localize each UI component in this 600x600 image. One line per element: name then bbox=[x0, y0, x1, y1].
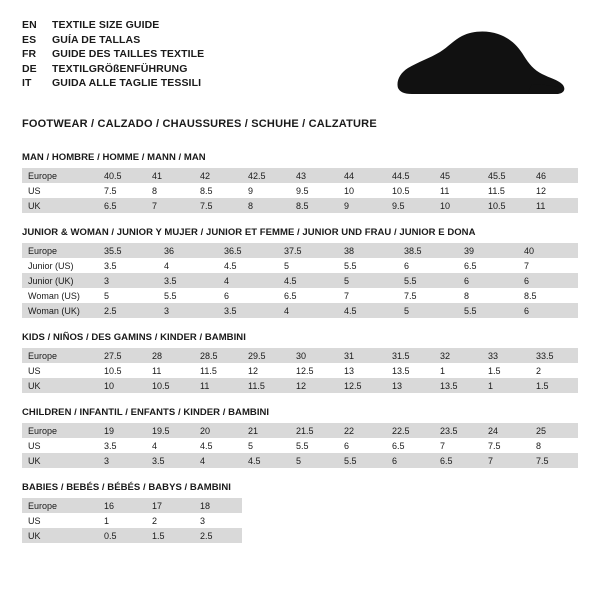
section-junior-woman bbox=[22, 227, 578, 318]
cell: 12 bbox=[530, 183, 578, 198]
cell: 13.5 bbox=[434, 378, 482, 393]
table-row bbox=[22, 243, 578, 258]
cell: 5 bbox=[278, 258, 338, 273]
size-table-man bbox=[22, 168, 578, 213]
cell: 25 bbox=[530, 423, 578, 438]
cell: 10.5 bbox=[146, 378, 194, 393]
cell: 9.5 bbox=[290, 183, 338, 198]
language-title: TEXTILE SIZE GUIDE bbox=[52, 19, 160, 31]
cell: 6 bbox=[218, 288, 278, 303]
cell: 9.5 bbox=[386, 198, 434, 213]
cell: 10 bbox=[434, 198, 482, 213]
cell: 33.5 bbox=[530, 348, 578, 363]
cell: 6.5 bbox=[458, 258, 518, 273]
language-code: EN bbox=[22, 19, 37, 31]
cell: 5.5 bbox=[338, 258, 398, 273]
cell: 3 bbox=[98, 273, 158, 288]
cell: 22 bbox=[338, 423, 386, 438]
cell: 8.5 bbox=[194, 183, 242, 198]
dress-shoe-icon bbox=[382, 26, 572, 104]
cell: 9 bbox=[338, 198, 386, 213]
table-row bbox=[22, 378, 578, 393]
cell: 7 bbox=[338, 288, 398, 303]
section-kids bbox=[22, 332, 578, 393]
row-label: UK bbox=[22, 453, 98, 468]
cell: 19 bbox=[98, 423, 146, 438]
cell: 6 bbox=[338, 438, 386, 453]
section-title: JUNIOR & WOMAN / JUNIOR Y MUJER / JUNIOR ET FEMME / JUNIOR UND FRAU / JUNIOR E DONA bbox=[22, 227, 476, 238]
cell: 13.5 bbox=[386, 363, 434, 378]
cell: 10.5 bbox=[98, 363, 146, 378]
cell: 5 bbox=[398, 303, 458, 318]
cell: 5.5 bbox=[458, 303, 518, 318]
row-label: US bbox=[22, 183, 98, 198]
row-label: Junior (UK) bbox=[22, 273, 98, 288]
language-code: DE bbox=[22, 62, 37, 75]
cell: 6 bbox=[398, 258, 458, 273]
cell: 6 bbox=[458, 273, 518, 288]
table-row bbox=[22, 453, 578, 468]
cell: 8 bbox=[458, 288, 518, 303]
cell: 10 bbox=[98, 378, 146, 393]
cell: 7 bbox=[482, 453, 530, 468]
cell: 1 bbox=[98, 513, 146, 528]
cell: 5.5 bbox=[398, 273, 458, 288]
cell: 13 bbox=[386, 378, 434, 393]
cell: 11.5 bbox=[482, 183, 530, 198]
language-title: GUIDE DES TAILLES TEXTILE bbox=[52, 48, 205, 61]
cell: 1.5 bbox=[482, 363, 530, 378]
language-code: IT bbox=[22, 77, 32, 90]
cell: 4.5 bbox=[338, 303, 398, 318]
cell: 5 bbox=[290, 453, 338, 468]
cell: 6.5 bbox=[434, 453, 482, 468]
cell: 23.5 bbox=[434, 423, 482, 438]
cell: 17 bbox=[146, 498, 194, 513]
cell: 8.5 bbox=[518, 288, 578, 303]
cell: 1.5 bbox=[530, 378, 578, 393]
cell: 3 bbox=[194, 513, 242, 528]
cell: 42 bbox=[194, 168, 242, 183]
cell: 24 bbox=[482, 423, 530, 438]
section-title: KIDS / NIÑOS / DES GAMINS / KINDER / BAMBINI bbox=[22, 332, 246, 343]
cell: 11 bbox=[194, 378, 242, 393]
cell: 38.5 bbox=[398, 243, 458, 258]
cell: 3.5 bbox=[98, 438, 146, 453]
cell: 40 bbox=[518, 243, 578, 258]
cell: 46 bbox=[530, 168, 578, 183]
cell: 1 bbox=[482, 378, 530, 393]
cell: 16 bbox=[98, 498, 146, 513]
cell: 7.5 bbox=[194, 198, 242, 213]
cell: 3 bbox=[98, 453, 146, 468]
cell: 30 bbox=[290, 348, 338, 363]
cell: 21 bbox=[242, 423, 290, 438]
table-row bbox=[22, 198, 578, 213]
cell: 4 bbox=[158, 258, 218, 273]
row-label: Woman (US) bbox=[22, 288, 98, 303]
cell: 38 bbox=[338, 243, 398, 258]
row-label: Europe bbox=[22, 168, 98, 183]
table-row bbox=[22, 363, 578, 378]
cell: 9 bbox=[242, 183, 290, 198]
cell: 4 bbox=[218, 273, 278, 288]
row-label: Europe bbox=[22, 498, 98, 513]
cell: 45.5 bbox=[482, 168, 530, 183]
cell: 8 bbox=[242, 198, 290, 213]
cell: 27.5 bbox=[98, 348, 146, 363]
row-label: UK bbox=[22, 378, 98, 393]
row-label: Woman (UK) bbox=[22, 303, 98, 318]
cell: 3.5 bbox=[218, 303, 278, 318]
cell: 5.5 bbox=[158, 288, 218, 303]
cell: 6 bbox=[518, 273, 578, 288]
cell: 7.5 bbox=[530, 453, 578, 468]
language-title: GUÍA DE TALLAS bbox=[52, 33, 141, 46]
cell: 42.5 bbox=[242, 168, 290, 183]
language-title: TEXTILGRÖßENFÜHRUNG bbox=[52, 62, 188, 75]
cell: 3 bbox=[158, 303, 218, 318]
cell: 2 bbox=[530, 363, 578, 378]
cell: 12 bbox=[290, 378, 338, 393]
size-table-children bbox=[22, 423, 578, 468]
row-label: US bbox=[22, 438, 98, 453]
cell: 13 bbox=[338, 363, 386, 378]
cell: 4 bbox=[146, 438, 194, 453]
section-man bbox=[22, 152, 578, 213]
cell: 5 bbox=[242, 438, 290, 453]
section-children bbox=[22, 407, 578, 468]
cell: 33 bbox=[482, 348, 530, 363]
table-row bbox=[22, 183, 578, 198]
cell: 18 bbox=[194, 498, 242, 513]
cell: 12.5 bbox=[290, 363, 338, 378]
cell: 8 bbox=[530, 438, 578, 453]
cell: 20 bbox=[194, 423, 242, 438]
cell: 19.5 bbox=[146, 423, 194, 438]
cell: 31 bbox=[338, 348, 386, 363]
cell: 4 bbox=[194, 453, 242, 468]
cell: 40.5 bbox=[98, 168, 146, 183]
table-row bbox=[22, 438, 578, 453]
row-label: Europe bbox=[22, 423, 98, 438]
row-label: Junior (US) bbox=[22, 258, 98, 273]
language-row bbox=[22, 19, 204, 33]
cell: 29.5 bbox=[242, 348, 290, 363]
cell: 11 bbox=[434, 183, 482, 198]
cell: 4.5 bbox=[242, 453, 290, 468]
cell: 45 bbox=[434, 168, 482, 183]
cell: 22.5 bbox=[386, 423, 434, 438]
cell: 1.5 bbox=[146, 528, 194, 543]
cell: 32 bbox=[434, 348, 482, 363]
page-header bbox=[22, 18, 578, 104]
cell: 4 bbox=[278, 303, 338, 318]
language-row bbox=[22, 77, 204, 91]
table-row bbox=[22, 168, 578, 183]
table-row bbox=[22, 303, 578, 318]
cell: 31.5 bbox=[386, 348, 434, 363]
cell: 12 bbox=[242, 363, 290, 378]
size-table-kids bbox=[22, 348, 578, 393]
cell: 1 bbox=[434, 363, 482, 378]
table-row bbox=[22, 273, 578, 288]
cell: 3.5 bbox=[158, 273, 218, 288]
cell: 37.5 bbox=[278, 243, 338, 258]
cell: 5 bbox=[98, 288, 158, 303]
cell: 6.5 bbox=[278, 288, 338, 303]
cell: 35.5 bbox=[98, 243, 158, 258]
size-table-junior-woman bbox=[22, 243, 578, 318]
cell: 11.5 bbox=[242, 378, 290, 393]
cell: 8 bbox=[146, 183, 194, 198]
table-row bbox=[22, 348, 578, 363]
size-table-babies bbox=[22, 498, 242, 543]
cell: 11 bbox=[530, 198, 578, 213]
table-row bbox=[22, 528, 242, 543]
row-label: Europe bbox=[22, 243, 98, 258]
cell: 11 bbox=[146, 363, 194, 378]
table-row bbox=[22, 258, 578, 273]
cell: 6.5 bbox=[98, 198, 146, 213]
cell: 36 bbox=[158, 243, 218, 258]
cell: 0.5 bbox=[98, 528, 146, 543]
table-row bbox=[22, 288, 578, 303]
cell: 43 bbox=[290, 168, 338, 183]
cell: 4.5 bbox=[218, 258, 278, 273]
language-row bbox=[22, 63, 204, 77]
cell: 2.5 bbox=[194, 528, 242, 543]
cell: 21.5 bbox=[290, 423, 338, 438]
language-row bbox=[22, 34, 204, 48]
row-label: Europe bbox=[22, 348, 98, 363]
language-code: ES bbox=[22, 33, 37, 46]
row-label: UK bbox=[22, 198, 98, 213]
section-title: BABIES / BEBÉS / BÉBÉS / BABYS / BAMBINI bbox=[22, 482, 231, 493]
cell: 10.5 bbox=[482, 198, 530, 213]
cell: 6 bbox=[386, 453, 434, 468]
cell: 4.5 bbox=[278, 273, 338, 288]
cell: 6.5 bbox=[386, 438, 434, 453]
cell: 41 bbox=[146, 168, 194, 183]
cell: 28 bbox=[146, 348, 194, 363]
cell: 44 bbox=[338, 168, 386, 183]
cell: 6 bbox=[518, 303, 578, 318]
cell: 5.5 bbox=[290, 438, 338, 453]
cell: 3.5 bbox=[98, 258, 158, 273]
cell: 7.5 bbox=[398, 288, 458, 303]
cell: 5 bbox=[338, 273, 398, 288]
cell: 44.5 bbox=[386, 168, 434, 183]
cell: 12.5 bbox=[338, 378, 386, 393]
cell: 10 bbox=[338, 183, 386, 198]
cell: 5.5 bbox=[338, 453, 386, 468]
row-label: US bbox=[22, 363, 98, 378]
section-title: CHILDREN / INFANTIL / ENFANTS / KINDER / BAMBINI bbox=[22, 407, 270, 418]
section-babies bbox=[22, 482, 578, 543]
cell: 2.5 bbox=[98, 303, 158, 318]
table-row bbox=[22, 498, 242, 513]
cell: 3.5 bbox=[146, 453, 194, 468]
cell: 36.5 bbox=[218, 243, 278, 258]
language-title-list bbox=[22, 18, 204, 91]
language-title: GUIDA ALLE TAGLIE TESSILI bbox=[52, 77, 202, 90]
cell: 2 bbox=[146, 513, 194, 528]
cell: 7 bbox=[518, 258, 578, 273]
cell: 11.5 bbox=[194, 363, 242, 378]
cell: 7.5 bbox=[482, 438, 530, 453]
section-title: MAN / HOMBRE / HOMME / MANN / MAN bbox=[22, 152, 206, 163]
language-code: FR bbox=[22, 48, 37, 61]
cell: 4.5 bbox=[194, 438, 242, 453]
cell: 7 bbox=[434, 438, 482, 453]
table-row bbox=[22, 423, 578, 438]
cell: 10.5 bbox=[386, 183, 434, 198]
page-title: FOOTWEAR / CALZADO / CHAUSSURES / SCHUHE / CALZATURE bbox=[22, 118, 377, 130]
cell: 8.5 bbox=[290, 198, 338, 213]
row-label: UK bbox=[22, 528, 98, 543]
cell: 7.5 bbox=[98, 183, 146, 198]
table-row bbox=[22, 513, 242, 528]
language-row bbox=[22, 48, 204, 62]
row-label: US bbox=[22, 513, 98, 528]
cell: 7 bbox=[146, 198, 194, 213]
cell: 28.5 bbox=[194, 348, 242, 363]
cell: 39 bbox=[458, 243, 518, 258]
